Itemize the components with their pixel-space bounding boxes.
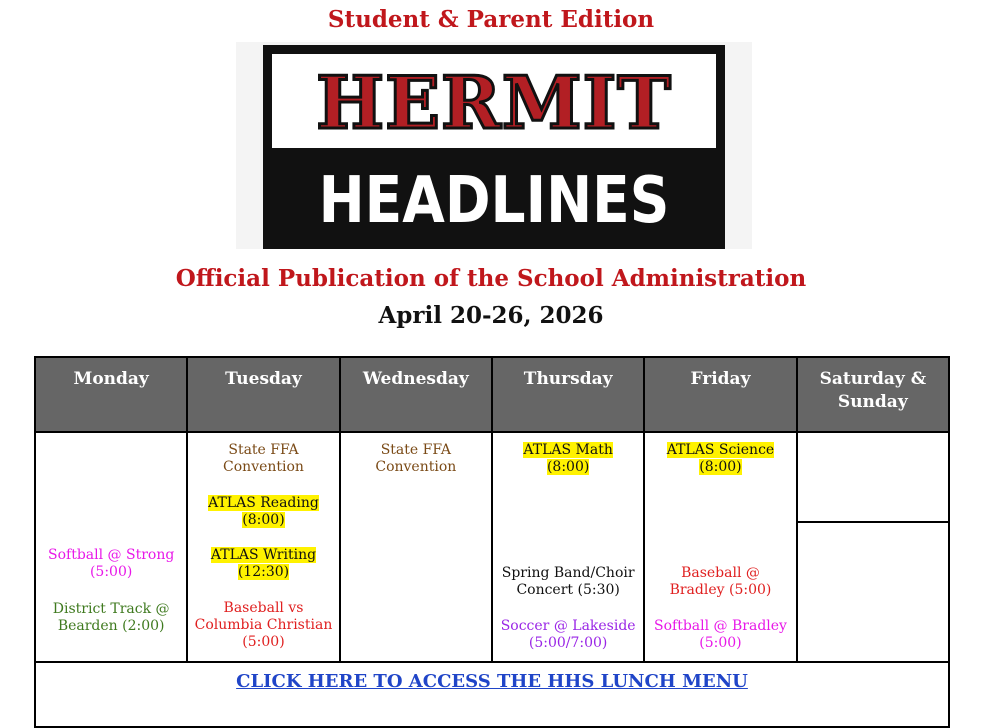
event-state-ffa: State FFA Convention [223, 442, 304, 475]
day-cell-friday [644, 432, 796, 662]
event-district-track: District Track @ Bearden (2:00) [52, 601, 170, 634]
atlas-writing-label: ATLAS Writing (12:30) [210, 547, 317, 580]
event-baseball-bradley: Baseball @ Bradley (5:00) [669, 565, 772, 598]
atlas-reading-label: ATLAS Reading (8:00) [208, 495, 319, 528]
day-header-friday: Friday [644, 357, 796, 432]
event-softball-strong: Softball @ Strong (5:00) [48, 547, 175, 580]
atlas-science-label: ATLAS Science (8:00) [666, 442, 775, 475]
event-atlas-math [495, 442, 641, 476]
event-atlas-science [647, 442, 793, 476]
atlas-math-label: ATLAS Math (8:00) [523, 442, 613, 475]
hermit-headlines-logo [236, 42, 752, 249]
calendar-events-row [35, 432, 949, 662]
date-range: April 20-26, 2026 [378, 302, 604, 329]
event-band-choir: Spring Band/Choir Concert (5:30) [501, 565, 635, 598]
event-soccer-lakeside: Soccer @ Lakeside (5:00/7:00) [500, 618, 636, 651]
day-cell-weekend [797, 432, 949, 662]
event-atlas-reading [190, 495, 336, 529]
event-state-ffa-wed: State FFA Convention [375, 442, 457, 475]
logo-top-panel [272, 54, 716, 148]
day-cell-wednesday [340, 432, 492, 662]
day-header-thursday: Thursday [492, 357, 644, 432]
day-cell-thursday [492, 432, 644, 662]
day-header-weekend: Saturday & Sunday [797, 357, 949, 432]
calendar-header-row [35, 357, 949, 432]
logo-bottom-text: HEADLINES [318, 164, 670, 238]
day-cell-tuesday [187, 432, 339, 662]
event-softball-bradley: Softball @ Bradley (5:00) [654, 618, 787, 651]
event-baseball-columbia: Baseball vs Columbia Christian (5:00) [194, 600, 333, 650]
lunch-menu-link[interactable]: CLICK HERE TO ACCESS THE HHS LUNCH MENU [236, 671, 748, 692]
edition-title: Student & Parent Edition [327, 6, 655, 33]
lunch-cell [35, 662, 949, 727]
day-header-tuesday: Tuesday [187, 357, 339, 432]
publication-subtitle: Official Publication of the School Administration [175, 265, 807, 292]
day-cell-monday [35, 432, 187, 662]
logo-frame [263, 45, 725, 249]
day-header-wednesday: Wednesday [340, 357, 492, 432]
lunch-row [35, 662, 949, 727]
logo-top-text: HERMIT [316, 60, 672, 145]
weekend-divider [798, 433, 948, 523]
weekly-calendar [34, 356, 950, 728]
day-header-monday: Monday [35, 357, 187, 432]
event-atlas-writing [190, 547, 336, 581]
